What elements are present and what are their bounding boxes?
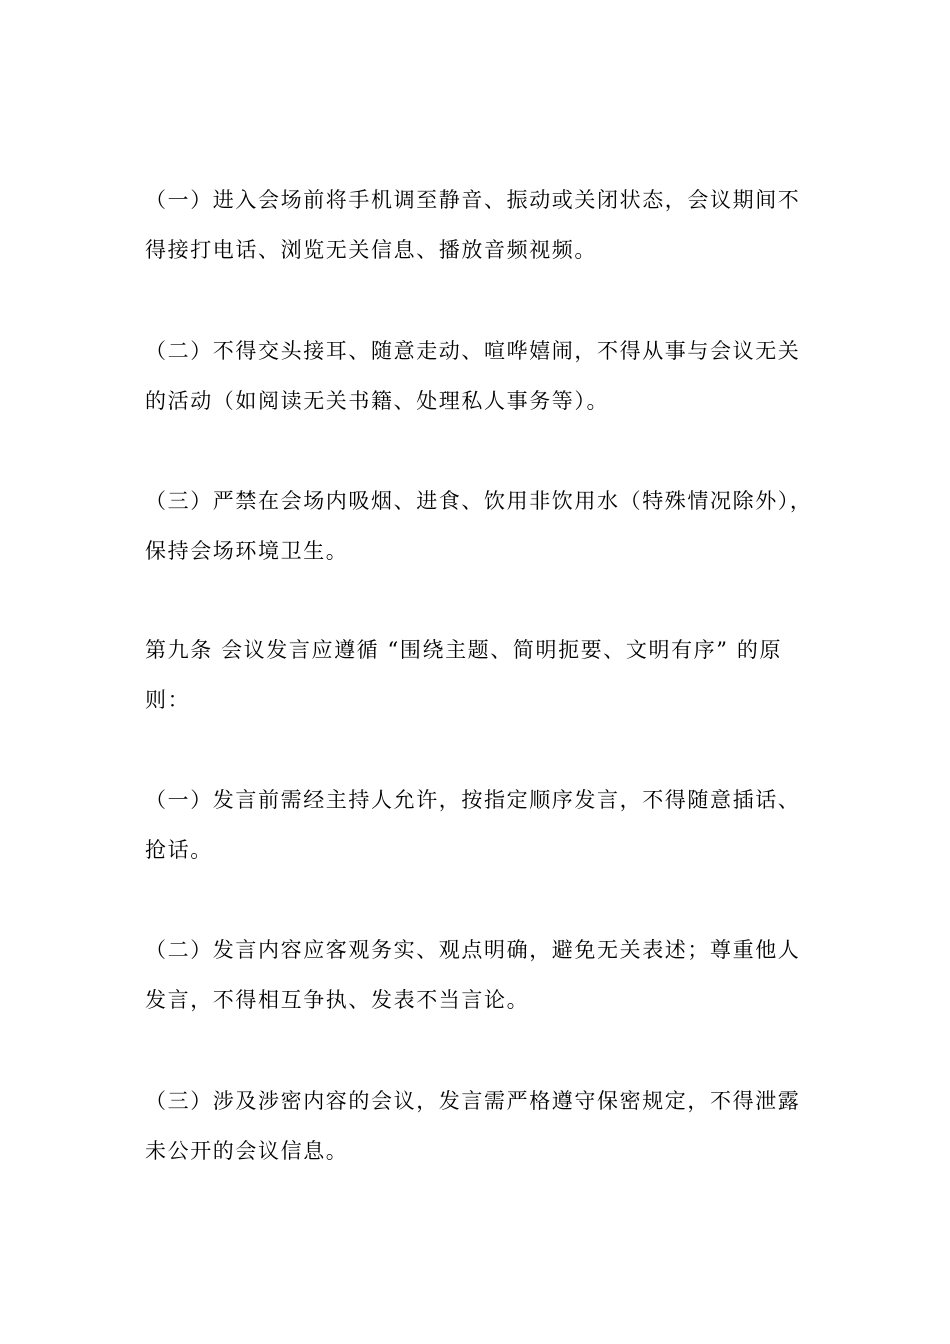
paragraph-line: 未公开的会议信息。 [145, 1139, 349, 1163]
paragraph-line: 抢话。 [145, 838, 213, 862]
paragraph-line: （二）发言内容应客观务实、观点明确，避免无关表述；尊重他人 [145, 938, 801, 962]
paragraph-line: 得接打电话、浏览无关信息、播放音频视频。 [145, 238, 597, 262]
paragraph-line: 保持会场环境卫生。 [145, 539, 349, 563]
paragraph-line: 的活动（如阅读无关书籍、处理私人事务等）。 [145, 389, 610, 413]
paragraph-line: 发言，不得相互争执、发表不当言论。 [145, 988, 530, 1012]
paragraph-speech-content-rule [145, 925, 815, 1025]
paragraph-line: （三）涉及涉密内容的会议，发言需严格遵守保密规定，不得泄露 [145, 1089, 801, 1113]
paragraph-line: （三）严禁在会场内吸烟、进食、饮用非饮用水（特殊情况除外）， [145, 489, 813, 513]
paragraph-phone-rule [145, 175, 815, 275]
paragraph-line: （二）不得交头接耳、随意走动、喧哗嬉闹，不得从事与会议无关 [145, 339, 801, 363]
paragraph-conduct-rule [145, 326, 815, 426]
paragraph-line: 则： [145, 688, 191, 712]
paragraph-confidentiality-rule [145, 1076, 815, 1176]
paragraph-line: （一）发言前需经主持人允许，按指定顺序发言，不得随意插话、 [145, 788, 801, 812]
paragraph-speaking-order-rule [145, 775, 815, 875]
paragraph-hygiene-rule [145, 476, 815, 576]
paragraph-line: （一）进入会场前将手机调至静音、振动或关闭状态，会议期间不 [145, 188, 801, 212]
paragraph-line: 第九条 会议发言应遵循 “围绕主题、简明扼要、文明有序” 的原 [145, 638, 783, 662]
article-nine-heading [145, 625, 815, 725]
